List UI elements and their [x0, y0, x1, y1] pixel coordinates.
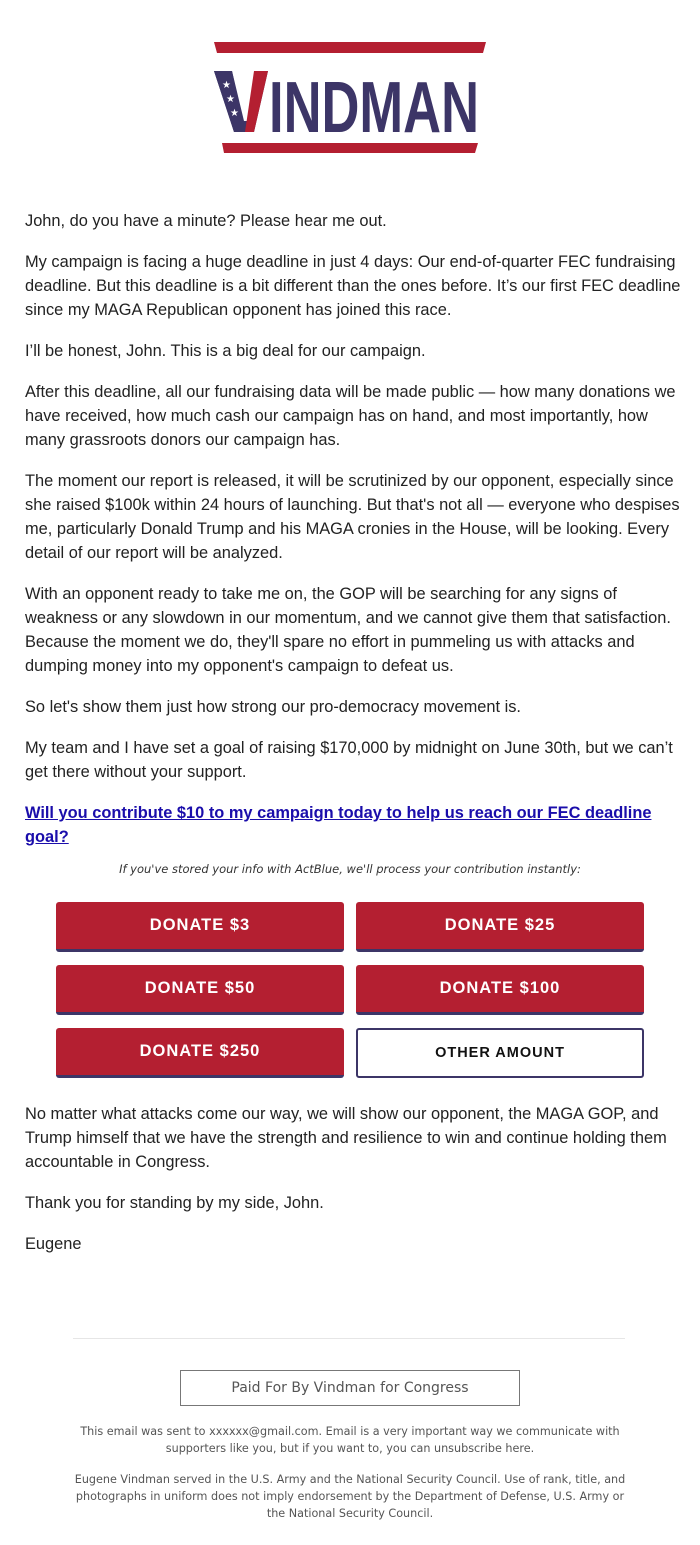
logo-graphic	[212, 42, 488, 154]
paragraph: The moment our report is released, it will be scrutinized by our opponent, especially since she raised $100k within 24 hours of launching. But that's not all — everyone who despises me, particularly Donald Trump and his MAGA cronies in the House, will be looking. Every detail of our report will be analyzed.	[25, 472, 680, 562]
other-amount-button[interactable]: OTHER AMOUNT	[356, 1028, 644, 1078]
donate-3-button[interactable]: DONATE $3	[56, 902, 344, 952]
svg-text:★: ★	[230, 108, 239, 119]
actblue-note: If you've stored your info with ActBlue, we'll process your contribution instantly:	[119, 862, 581, 876]
paragraph: My campaign is facing a huge deadline in just 4 days: Our end-of-quarter FEC fundraising deadline. But this deadline is a bit different than the ones before. It’s our first FEC deadline since my MAGA Republican opponent has joined this race.	[25, 253, 681, 319]
contribute-link[interactable]: Will you contribute $10 to my campaign today to help us reach our FEC deadline goal?	[25, 804, 652, 846]
paragraph: After this deadline, all our fundraising data will be made public — how many donations we have received, how much cash our campaign has on hand, and most importantly, how many grassroots donors our campaign has.	[25, 383, 676, 449]
paid-for-box: Paid For By Vindman for Congress	[180, 1370, 520, 1406]
disclaimer: Eugene Vindman served in the U.S. Army and the National Security Council. Use of rank, title, and photographs in uniform does not imply endorsement by the Department of Defense, U.S. Army or the National Security Council.	[74, 1473, 626, 1520]
closing-section	[25, 1102, 685, 1273]
svg-text:★: ★	[226, 94, 235, 105]
donate-100-button[interactable]: DONATE $100	[356, 965, 644, 1015]
footer-divider	[73, 1338, 625, 1339]
donate-25-button[interactable]: DONATE $25	[356, 902, 644, 952]
paragraph: My team and I have set a goal of raising $170,000 by midnight on June 30th, but we can’t get there without your support.	[25, 739, 673, 781]
paragraph: I’ll be honest, John. This is a big deal for our campaign.	[25, 342, 426, 360]
email-notice: This email was sent to xxxxxx@gmail.com. Email is a very important way we communicate with supporters like you, but if you want to, you can unsubscribe here.	[80, 1425, 620, 1455]
paragraph: So let's show them just how strong our pro-democracy movement is.	[25, 698, 521, 716]
cta-paragraph	[25, 801, 685, 849]
donate-50-button[interactable]: DONATE $50	[56, 965, 344, 1015]
svg-text:★: ★	[222, 80, 231, 91]
greeting: John, do you have a minute? Please hear me out.	[25, 212, 387, 230]
paragraph: With an opponent ready to take me on, the GOP will be searching for any signs of weakness or any slowdown in our momentum, and we cannot give them that satisfaction. Because the moment we do, they'll spare no effort in pummeling us with attacks and dumping money into my opponent's campaign to defeat us.	[25, 585, 671, 675]
paragraph: No matter what attacks come our way, we will show our opponent, the MAGA GOP, and Trump himself that we have the strength and resilience to win and continue holding them accountable in Congress.	[25, 1105, 667, 1171]
email-body	[25, 209, 685, 866]
sign-off: Thank you for standing by my side, John.	[25, 1194, 324, 1212]
svg-text:INDMAN: INDMAN	[269, 68, 479, 148]
vindman-logo	[212, 42, 488, 154]
donate-250-button[interactable]: DONATE $250	[56, 1028, 344, 1078]
signature: Eugene	[25, 1235, 82, 1253]
